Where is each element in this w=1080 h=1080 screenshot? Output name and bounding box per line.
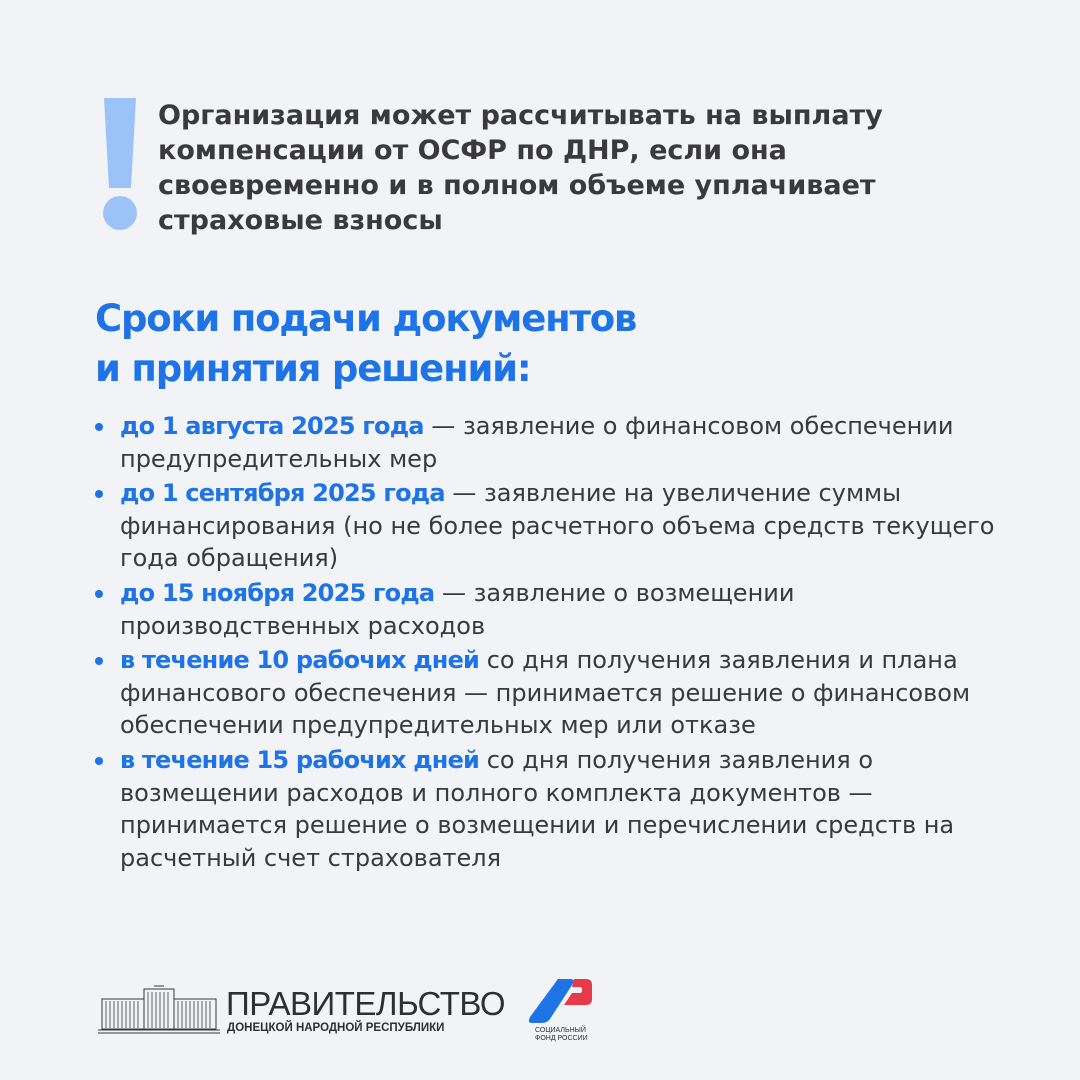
heading-line-2: и принятия решений:: [95, 347, 531, 390]
list-item: [95, 477, 995, 575]
deadline-description: — заявление на увеличение суммы финансирования (но не более расчетного объема средств текущего года обращения): [120, 479, 995, 573]
deadline-highlight: до 1 августа 2025 года: [120, 412, 424, 440]
deadline-list: [95, 410, 995, 876]
list-item: [95, 644, 995, 742]
deadline-highlight: до 1 сентября 2025 года: [120, 479, 445, 508]
sfr-label: [535, 1027, 605, 1043]
deadline-description: — заявление о возмещении производственных расходов: [120, 578, 795, 640]
deadline-description: со дня получения заявления о возмещении расходов и полного комплекта документов — принимается решение о возмещении и перечислении средств на расчетный счет страхователя: [120, 745, 955, 872]
deadline-highlight: в течение 10 рабочих дней: [120, 646, 480, 675]
sfr-label-line-1: СОЦИАЛЬНЫЙ: [535, 1027, 586, 1034]
government-subtitle: ДОНЕЦКОЙ НАРОДНОЙ РЕСПУБЛИКИ: [227, 1022, 445, 1034]
list-item: [95, 744, 995, 874]
list-item: [95, 410, 995, 475]
exclamation-icon: [98, 96, 142, 232]
list-item: [95, 577, 995, 642]
deadline-highlight: в течение 15 рабочих дней: [120, 745, 480, 774]
government-title: ПРАВИТЕЛЬСТВО: [226, 985, 505, 1022]
section-heading: [95, 294, 895, 394]
government-building-logo: [98, 985, 220, 1035]
deadline-description: со дня получения заявления и плана финансового обеспечения — принимается решение о финансовом обеспечении предупредительных мер или отказе: [120, 646, 971, 740]
sfr-label-line-2: ФОНД РОССИИ: [535, 1035, 588, 1042]
sfr-logo: [528, 975, 594, 1023]
deadline-description: — заявление о финансовом обеспечении предупредительных мер: [120, 412, 954, 473]
footer-logos: [98, 975, 618, 1050]
notice-text: Организация может рассчитывать на выплату компенсации от ОСФР по ДНР, если она своевременно и в полном объеме уплачивает страховые взносы: [158, 100, 883, 236]
deadline-highlight: до 15 ноября 2025 года: [120, 578, 435, 607]
heading-line-1: Сроки подачи документов: [95, 297, 637, 340]
